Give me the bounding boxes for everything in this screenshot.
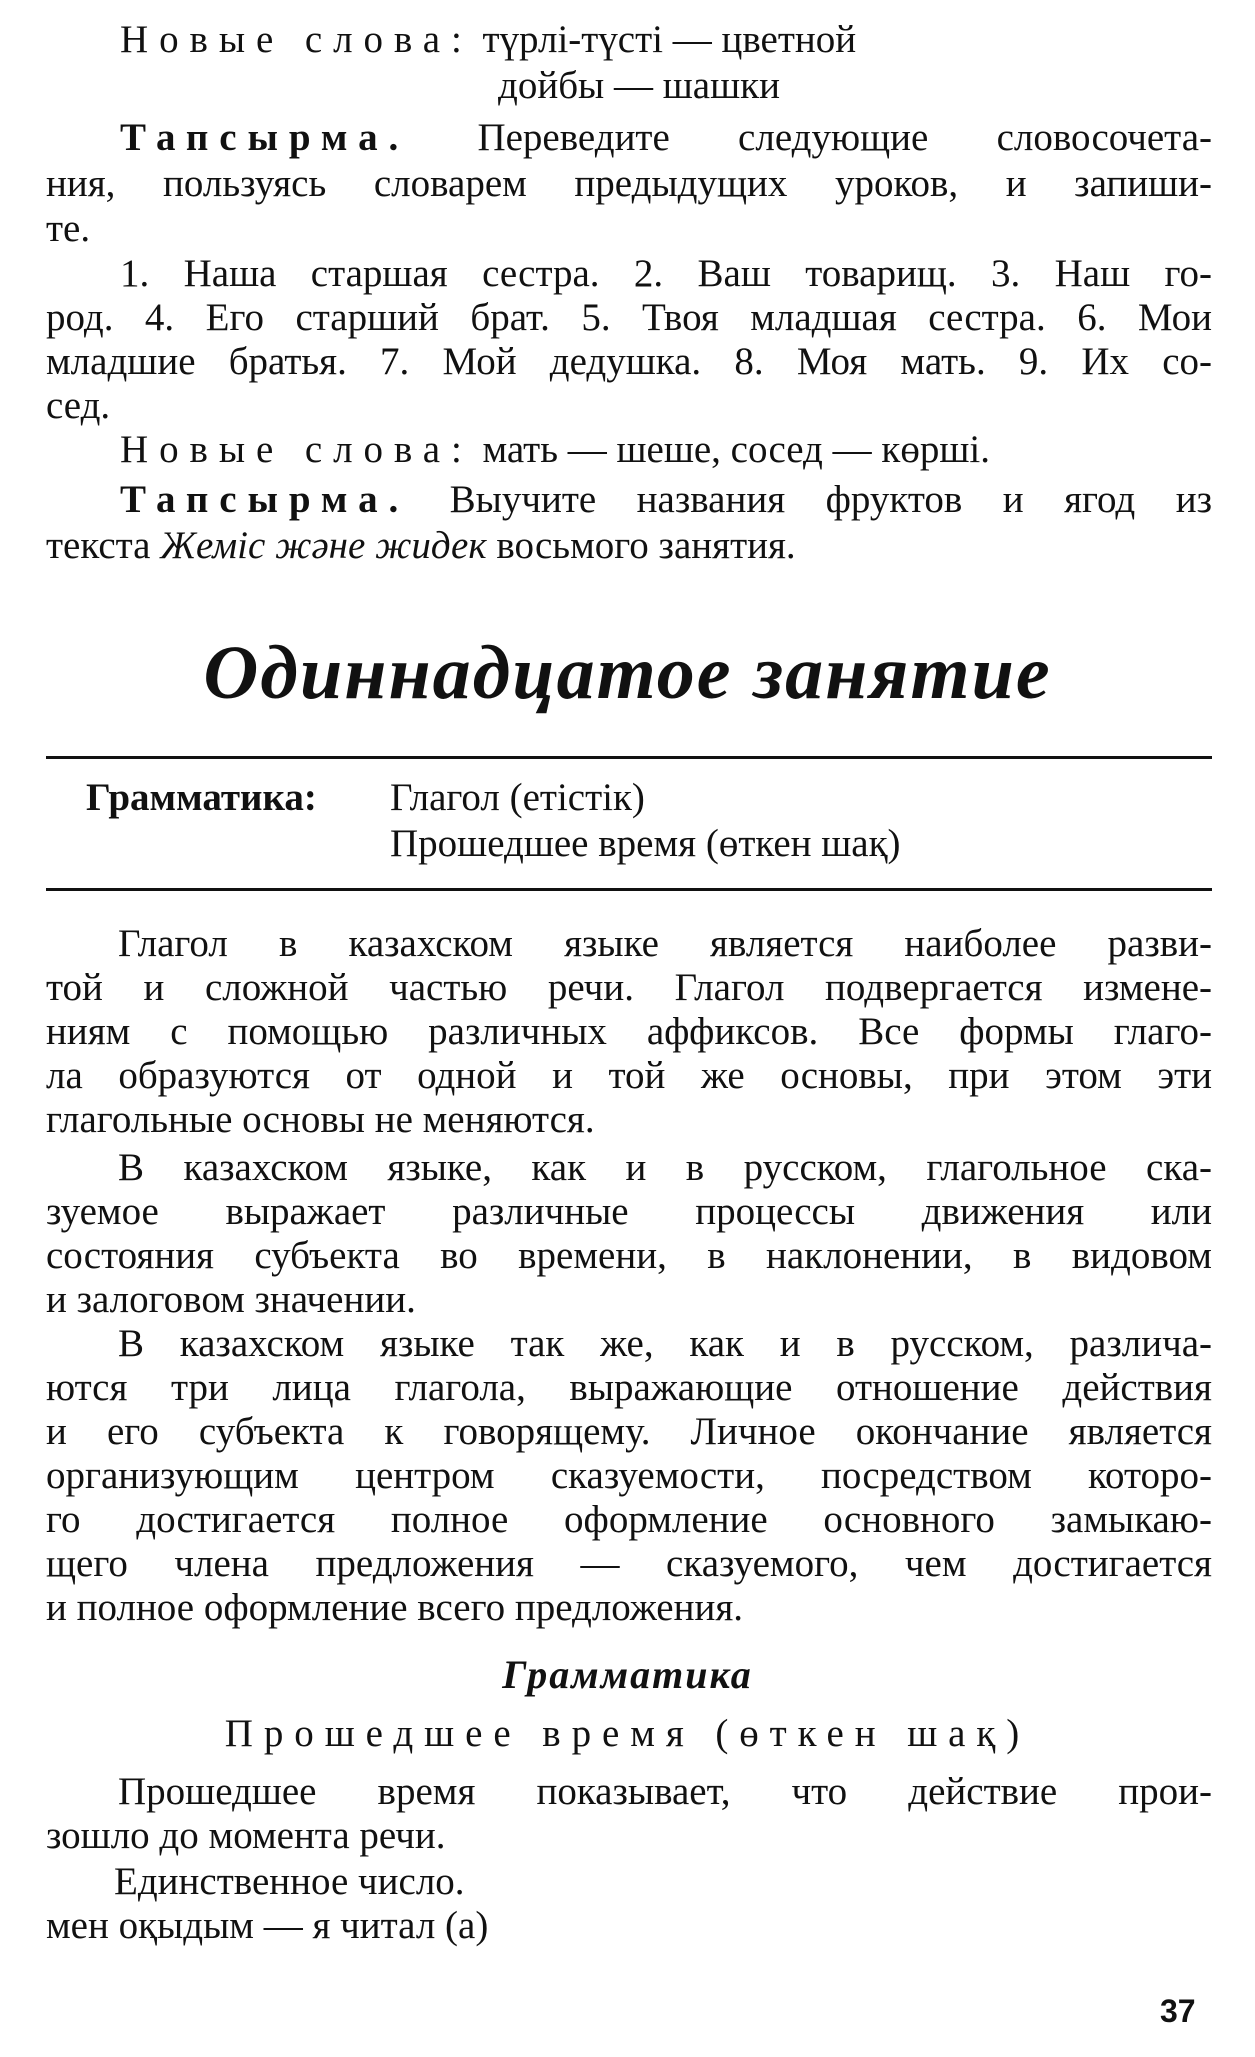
page-number: 37 [1160, 1993, 1196, 2029]
p2-line1: В казахском языке, как и в русском, глагольное ска- [118, 1146, 1212, 1189]
new-words-1: түрлі-түсті — цветной [482, 18, 857, 61]
lesson-title: Одиннадцатое занятие [203, 631, 1052, 715]
grammar-line1: Прошедшее время показывает, что действие прои- [118, 1770, 1212, 1813]
p1-line1: Глагол в казахском языке является наиболее разви- [118, 922, 1212, 965]
new-words2-text: мать — шеше, сосед — көршi. [482, 428, 990, 471]
p3-line6: щего члена предложения — сказуемого, чем достигается [46, 1542, 1212, 1585]
new-words2-line [120, 428, 990, 472]
bottom-rule [46, 888, 1212, 891]
grammar-section-subtitle: Прошедшее время (өткен шақ) [224, 1712, 1031, 1755]
p1-line5: глагольные основы не меняются. [46, 1098, 595, 1141]
new-words2-label: Новые слова: [120, 428, 473, 471]
p3-line1: В казахском языке так же, как и в русском, различа- [118, 1322, 1212, 1365]
p2-line3: состояния субъекта во времени, в наклонении, в видовом [46, 1234, 1212, 1277]
p1-line2: той и сложной частью речи. Глагол подвергается измене- [46, 966, 1212, 1009]
grammar-example: мен оқыдым — я читал (а) [46, 1904, 489, 1947]
task2-text-italic: Жемiс және жидек [160, 524, 487, 567]
grammar-topic-1: Глагол (етiстiк) [390, 776, 645, 819]
task2-line1 [120, 478, 1212, 522]
task2-text: Выучите названия фруктов и ягод из [449, 478, 1212, 521]
task1-label: Тапсырма. [120, 116, 410, 159]
task1-line3: те. [46, 207, 91, 250]
task1-text: Переведите следующие словосочета- [477, 116, 1212, 159]
task1-line1 [120, 116, 1212, 160]
grammar-label: Грамматика: [86, 776, 317, 819]
task2-label: Тапсырма. [120, 478, 410, 521]
grammar-section-title: Грамматика [502, 1652, 753, 1697]
task2-line2 [46, 524, 796, 568]
list-line1: 1. Наша старшая сестра. 2. Ваш товарищ. 3. Наш го- [120, 252, 1212, 295]
new-words-2: дойбы — шашки [498, 64, 780, 107]
task2-text-a: текста [46, 524, 151, 567]
task1-line2: ния, пользуясь словарем предыдущих уроков, и запиши- [46, 162, 1212, 205]
list-line2: род. 4. Его старший брат. 5. Твоя младшая сестра. 6. Мои [46, 296, 1212, 339]
p3-line3: и его субъекта к говорящему. Личное окончание является [46, 1410, 1212, 1453]
p2-line4: и залоговом значении. [46, 1278, 416, 1321]
p3-line5: го достигается полное оформление основного замыкаю- [46, 1498, 1212, 1541]
grammar-line3: Единственное число. [114, 1860, 465, 1903]
task2-text-c: восьмого занятия. [496, 524, 796, 567]
p1-line3: ниям с помощью различных аффиксов. Все формы глаго- [46, 1010, 1212, 1053]
p3-line4: организующим центром сказуемости, посредством которо- [46, 1454, 1212, 1497]
p3-line2: ются три лица глагола, выражающие отношение действия [46, 1366, 1212, 1409]
p1-line4: ла образуются от одной и той же основы, при этом эти [46, 1054, 1212, 1097]
list-line4: сед. [46, 384, 111, 427]
grammar-topic-2: Прошедшее время (өткен шақ) [390, 822, 901, 865]
p3-line7: и полное оформление всего предложения. [46, 1586, 744, 1629]
grammar-line2: зошло до момента речи. [46, 1814, 446, 1857]
list-line3: младшие братья. 7. Мой дедушка. 8. Моя мать. 9. Их со- [46, 340, 1212, 383]
new-words-line [120, 18, 856, 62]
new-words-label: Новые слова: [120, 18, 473, 61]
p2-line2: зуемое выражает различные процессы движения или [46, 1190, 1212, 1233]
top-rule [46, 756, 1212, 759]
